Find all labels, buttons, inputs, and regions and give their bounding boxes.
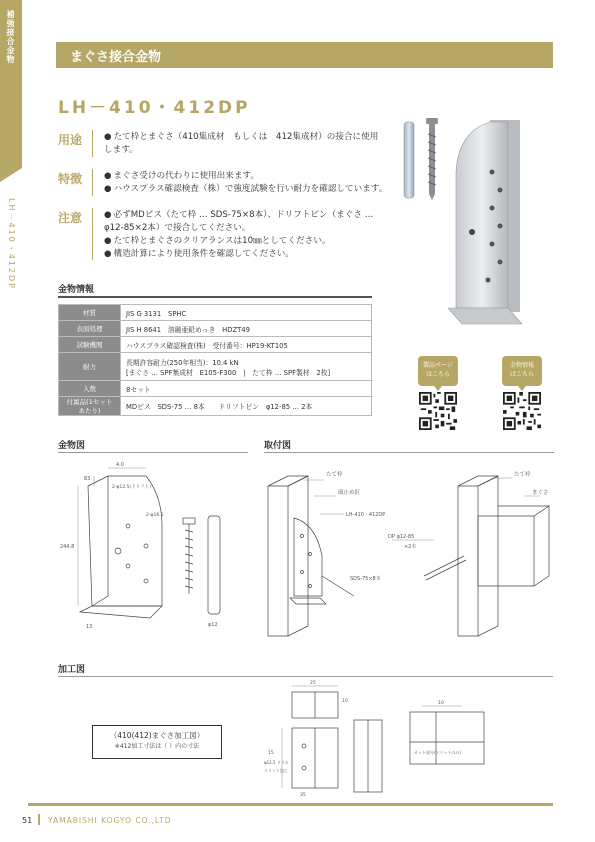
table-row — [59, 381, 372, 397]
notes-item: ● たて枠とまぐさのクリアランスは10㎜としてください。 — [104, 236, 331, 246]
qr-info-badge: 金物情報 はこちら — [502, 356, 542, 386]
spec-key: 材質 — [59, 305, 121, 321]
spec-key: 表面処理 — [59, 321, 121, 337]
product-model-title: LH－410・412DP — [58, 98, 251, 118]
install-drawing-rule — [264, 452, 554, 453]
features-text — [104, 170, 404, 196]
install-drawing-heading: 取付図 — [264, 441, 292, 451]
features-divider — [92, 169, 93, 196]
mc-slit: スリット加工 — [264, 768, 288, 773]
usage-label: 用途 — [58, 133, 83, 147]
page-number: 51 — [22, 816, 33, 825]
hardware-drawing-rule — [58, 452, 248, 453]
features-item: ● まぐさ受けの代わりに使用出来ます。 — [104, 171, 259, 181]
side-tab — [0, 0, 22, 168]
notes-divider — [92, 208, 93, 260]
machining-drawing — [262, 680, 552, 800]
ins-model: LH-410・412DP — [346, 512, 386, 518]
header-bar — [56, 42, 553, 68]
hw-height: 244.8 — [60, 544, 75, 550]
table-row — [59, 321, 372, 337]
machining-note-sub: ※412加工寸法は（ ）内の寸法 — [114, 743, 200, 750]
features-item: ● ハウスプラス確認検査（株）で強度試験を行い耐力を確認しています。 — [104, 184, 388, 194]
spec-value: JIS H 8641 溶融亜鉛めっき HDZT49 — [121, 321, 372, 337]
page-title: まぐさ接合金物 — [70, 50, 162, 65]
mc-dim-slit: 25 — [310, 681, 316, 686]
machining-drawing-heading: 加工図 — [58, 665, 86, 675]
footer-separator — [38, 814, 40, 825]
spec-key: 試験機関 — [59, 337, 121, 353]
hw-top-width: 4.0 — [116, 462, 124, 468]
spec-value: ハウスプラス確認検査(株) 受付番号：HP19-KT105 — [121, 337, 372, 353]
ins-stud: たて枠 — [326, 472, 343, 478]
mc-depth: 35 — [300, 793, 306, 798]
table-row — [59, 353, 372, 381]
spec-value: JIS G 3131 SPHC — [121, 305, 372, 321]
machining-drawing-rule — [58, 676, 553, 677]
mc-dim-top: 10 — [342, 699, 348, 704]
hw-dim-b: 2-φ12.5(ドリフト) — [112, 485, 151, 490]
ins-pin-count: ×2本 — [404, 544, 417, 550]
table-row — [59, 397, 372, 416]
ins-header: まぐさ — [532, 490, 549, 496]
notes-item: ● 必ずMDビス（たて枠 … SDS-75×8本）、ドリフトピン（まぐさ … φ12-85×2本）で接合してください。 — [104, 210, 374, 233]
notes-label: 注意 — [58, 211, 83, 225]
qr-info-code[interactable] — [503, 392, 541, 430]
mc-hole-note: φ12.5 ドリル — [264, 760, 289, 765]
notes-text — [104, 209, 384, 261]
table-row — [59, 337, 372, 353]
spec-key: 付属品(1セットあたり) — [59, 397, 121, 416]
spec-key: 入数 — [59, 381, 121, 397]
spec-heading-rule — [58, 296, 372, 298]
footer-company: YAMABISHI KOGYO CO.,LTD — [48, 816, 172, 825]
usage-divider — [92, 130, 93, 157]
hw-hole: 2-φ16.5 — [146, 513, 164, 518]
notes-item: ● 構造計算により使用条件を確認してください。 — [104, 249, 294, 259]
mc-clearance: 10 — [438, 701, 444, 706]
ins-stud2: たて枠 — [514, 472, 531, 478]
spec-value: 8セット — [121, 381, 372, 397]
ins-screw: SDS-75×8本 — [350, 576, 381, 582]
ins-pin: DP φ12-85 — [388, 534, 415, 540]
hw-bottom: 13 — [86, 624, 93, 630]
install-drawing — [264, 456, 554, 646]
side-tab-category: 補強接合金物 — [6, 10, 15, 64]
side-tab-notch — [0, 168, 22, 182]
spec-value: MDビス SDS-75 … 8本 ドリフトピン φ12-85 … 2本 — [121, 397, 372, 416]
spec-value: 長期許容耐力(250年相当)：10.4 kN [まぐさ … SPF集成材 E105-F300 | たて枠 … SPF製材 2枚] — [121, 353, 372, 381]
table-row — [59, 305, 372, 321]
machining-note-title: （410(412)まぐさ加工図） — [109, 731, 205, 740]
features-label: 特徴 — [58, 172, 83, 186]
hw-pin: φ12 — [208, 622, 218, 628]
product-image — [398, 112, 528, 332]
side-tab-model: LH－410・412DP — [7, 198, 16, 290]
usage-text — [104, 131, 384, 157]
hardware-drawing-heading: 金物図 — [58, 441, 86, 451]
spec-heading: 金物情報 — [58, 285, 95, 295]
mc-cut: カット部分(スリットのみ) — [414, 750, 461, 755]
spec-table — [58, 304, 372, 416]
mc-dim-side: 15 — [268, 751, 274, 756]
qr-product-badge: 製品ページ はこちら — [418, 356, 458, 386]
hw-dim-a: 83 — [84, 476, 91, 482]
spec-key: 耐力 — [59, 353, 121, 381]
footer-rule — [28, 803, 553, 806]
hardware-drawing — [58, 456, 248, 636]
qr-product-code[interactable] — [419, 392, 457, 430]
usage-item: ● たて枠とまぐさ（410集成材 もしくは 412集成材）の接合に使用します。 — [104, 132, 379, 155]
ins-nail: 頭止め釘 — [338, 490, 361, 496]
machining-note-box — [92, 725, 222, 759]
